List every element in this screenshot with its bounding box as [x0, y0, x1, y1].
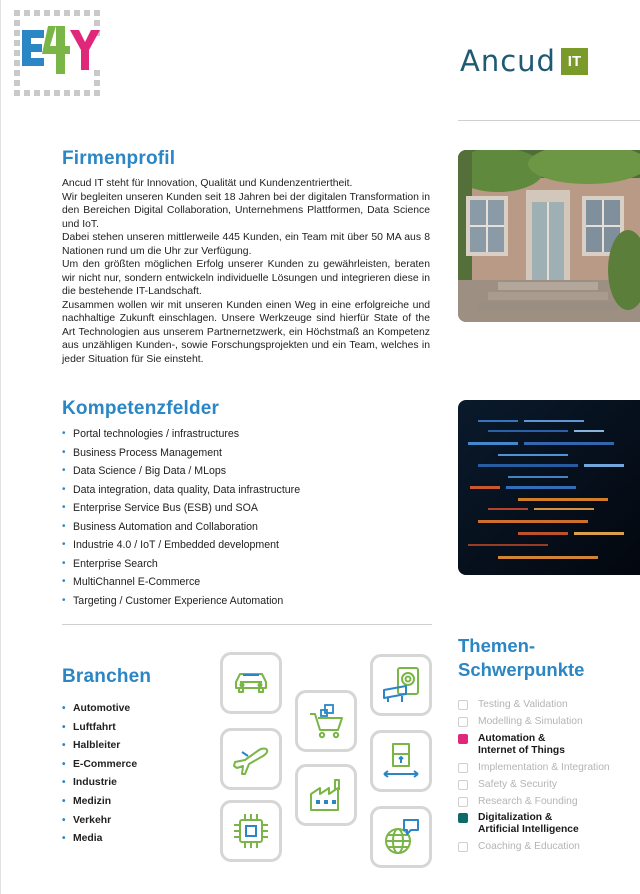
checkbox-icon: [458, 842, 468, 852]
themen-heading-line1: Themen-: [458, 635, 536, 656]
globe-chat-icon: [380, 816, 422, 858]
branchen-heading: Branchen: [62, 666, 152, 687]
list-item: • Data Science / Big Data / MLops: [62, 462, 300, 481]
themen-item-label: Automation &: [478, 732, 546, 744]
chip-tile: [220, 800, 282, 862]
profile-paragraph: Wir begleiten unseren Kunden seit 18 Jahren bei der digitalen Transformation in den Bereichen Digital Collaboration, Unternehmens Plattformen, Data Science und IoT.: [62, 191, 430, 230]
themen-item: [458, 760, 640, 777]
list-item: • Industrie: [62, 774, 137, 793]
car-tile: [220, 652, 282, 714]
logistics-tile: [370, 730, 432, 792]
themen-item-label: Modelling & Simulation: [478, 715, 583, 727]
page-left-border: [0, 0, 1, 894]
themen-item: [458, 777, 640, 794]
list-item: • Media: [62, 830, 137, 849]
ancud-logo-name: Ancud: [460, 44, 556, 78]
themen-item-label: Testing & Validation: [478, 699, 568, 710]
list-item: • Verkehr: [62, 812, 137, 831]
airplane-icon: [230, 738, 272, 780]
checkbox-icon: [458, 797, 468, 807]
list-item: • Halbleiter: [62, 737, 137, 756]
firmenprofil-heading: Firmenprofil: [62, 148, 176, 169]
kompetenzfelder-heading: Kompetenzfelder: [62, 398, 220, 419]
chip-icon: [230, 810, 272, 852]
shopping-cart-icon: [305, 700, 347, 742]
themen-item: [458, 697, 640, 714]
themen-item: [458, 794, 640, 811]
building-photo: [458, 150, 640, 322]
ancud-logo: [460, 44, 588, 78]
globe-chat-tile: [370, 806, 432, 868]
list-item: • Portal technologies / infrastructures: [62, 425, 300, 444]
themen-item-label: Safety & Security: [478, 778, 557, 790]
header-divider: [458, 120, 640, 121]
list-item: • Enterprise Service Bus (ESB) und SOA: [62, 499, 300, 518]
car-icon: [230, 662, 272, 704]
checkbox-icon: [458, 763, 468, 773]
themen-item-label: Implementation & Integration: [478, 761, 610, 773]
list-item: • Business Process Management: [62, 444, 300, 463]
factory-tile: [295, 764, 357, 826]
themen-item-label: Digitalization &: [478, 812, 553, 824]
profile-paragraph: Um den größten möglichen Erfolg unserer Kunden zu gewährleisten, beraten wir nicht nur, sondern entwickeln individuelle Lösungen und integrieren diese in die bestehende IT-Landschaft.: [62, 259, 430, 297]
medical-scanner-tile: [370, 654, 432, 716]
profile-paragraph: Zusammen wollen wir mit unseren Kunden einen Weg in eine erfolgreiche und nachhaltige Zukunft einschlagen. Unsere Werkzeuge sind hierfür State of the Art Technologien aus unserem Partnernetzwerk, ein Höchstmaß an Kompetenz aus unzähligen Kunden-, sowie Forschungsprojekten und ein Team, welches in jeder Situation für Sie einsteht.: [62, 299, 430, 365]
themen-item-active: [458, 731, 640, 760]
list-item: • Targeting / Customer Experience Automation: [62, 592, 300, 611]
themen-item-label-line2: Internet of Things: [478, 744, 565, 756]
code-screen-photo: [458, 400, 640, 575]
firmenprofil-text: [62, 177, 430, 366]
branchen-list: [62, 700, 137, 849]
list-item: • Industrie 4.0 / IoT / Embedded development: [62, 536, 300, 555]
list-item: • Business Automation and Collaboration: [62, 518, 300, 537]
factory-icon: [305, 774, 347, 816]
themen-item-label: Research & Founding: [478, 795, 578, 807]
checkbox-icon: [458, 700, 468, 710]
themen-item: [458, 839, 640, 856]
ancud-logo-badge: IT: [561, 48, 588, 75]
list-item: • MultiChannel E-Commerce: [62, 573, 300, 592]
list-item: • Medizin: [62, 793, 137, 812]
e4y-logo: [12, 8, 104, 100]
list-item: • Luftfahrt: [62, 719, 137, 738]
themen-item: [458, 714, 640, 731]
logistics-boxes-icon: [380, 740, 422, 782]
themen-list: [458, 697, 640, 856]
shopping-cart-tile: [295, 690, 357, 752]
profile-paragraph: Ancud IT steht für Innovation, Qualität und Kundenzentriertheit.: [62, 178, 353, 189]
medical-scanner-icon: [380, 664, 422, 706]
checkbox-icon: [458, 717, 468, 727]
profile-paragraph: Dabei stehen unseren mittlerweile 445 Kunden, ein Team mit über 50 MA aus 8 Nationen rund um die Uhr zur Verfügung.: [62, 232, 430, 257]
list-item: • Automotive: [62, 700, 137, 719]
middle-divider: [62, 624, 432, 625]
airplane-tile: [220, 728, 282, 790]
kompetenz-list: [62, 425, 300, 610]
themen-item-active: [458, 810, 640, 839]
list-item: • Enterprise Search: [62, 555, 300, 574]
checkbox-filled-icon: [458, 813, 468, 823]
themen-item-label-line2: Artificial Intelligence: [478, 824, 579, 836]
list-item: • E-Commerce: [62, 756, 137, 775]
themen-heading: [458, 634, 584, 682]
checkbox-filled-icon: [458, 734, 468, 744]
checkbox-icon: [458, 780, 468, 790]
themen-item-label: Coaching & Education: [478, 841, 580, 853]
list-item: • Data integration, data quality, Data infrastructure: [62, 481, 300, 500]
themen-heading-line2: Schwerpunkte: [458, 659, 585, 680]
e4y-logo-graphic: [12, 8, 104, 100]
